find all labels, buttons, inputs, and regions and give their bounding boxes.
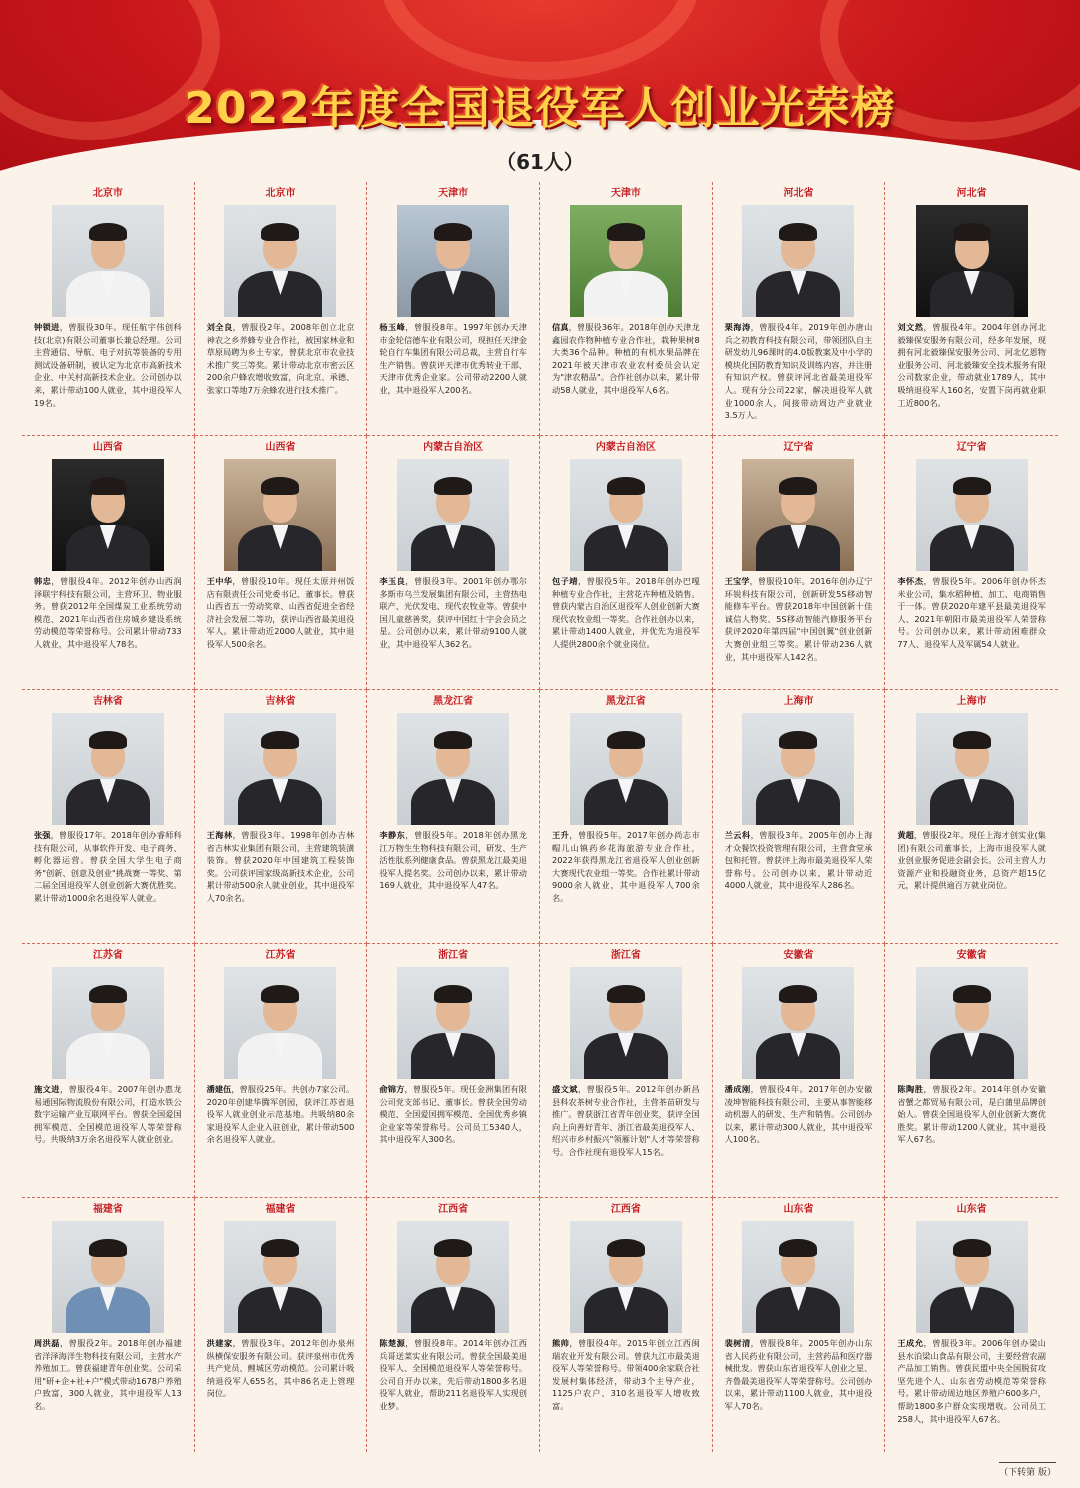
region-label: 安徽省 — [956, 950, 987, 961]
region-label: 吉林省 — [92, 696, 123, 707]
portrait-photo — [52, 967, 164, 1079]
portrait-photo — [52, 713, 164, 825]
honoree-bio: ，曾服役5年。2018年创办黑龙江万物生生物科技有限公司，研发、生产活性肽系列健康食品。曾获黑龙江最美退役军人提名奖。公司创办以来，累计带动169人就业，其中退役军人47名。 — [379, 830, 527, 891]
honoree-description — [725, 321, 873, 422]
honoree-name: 刘文然 — [897, 322, 924, 332]
portrait-photo — [397, 713, 509, 825]
honoree-card — [22, 1198, 195, 1452]
region-label: 上海市 — [783, 696, 814, 707]
honoree-name: 信真 — [552, 322, 569, 332]
portrait-photo — [916, 205, 1028, 317]
region-label: 江西省 — [610, 1204, 641, 1215]
honoree-name: 洪建家 — [206, 1338, 233, 1348]
honoree-bio: ，曾服役25年。共创办7家公司。2020年创建华腾军创园，获评江苏省退役军人就业创业示范基地。共吸纳80余家退役军人企业入驻创业，累计带动500余名退役军人就业。 — [206, 1084, 355, 1145]
honoree-card — [885, 182, 1058, 436]
honoree-count: （61人） — [496, 150, 584, 174]
honoree-name: 栗海涛 — [724, 322, 751, 332]
honoree-card — [367, 944, 540, 1198]
honoree-description — [207, 575, 355, 651]
honoree-bio: ，曾服役30年。现任航宇伟创科技(北京)有限公司董事长兼总经理。公司主营通信、导航、电子对抗等装备的专用测试设备研制，被认定为北京市高新技术企业、中关村高新技术企业。公司创办以来，累计带动100人就业，其中退役军人19名。 — [34, 322, 182, 408]
honoree-description — [897, 1337, 1046, 1425]
portrait-photo — [742, 967, 854, 1079]
honoree-description — [379, 1083, 527, 1146]
region-label: 上海市 — [956, 696, 987, 707]
portrait-photo — [397, 205, 509, 317]
honoree-bio: ，曾服役8年。2014年创办江西兵哥送菜实业有限公司。曾获全国最美退役军人、全国模范退役军人等荣誉称号。公司自开办以来，先后带动1800多名退役军人就业，帮助211名退役军人实现创业梦。 — [379, 1338, 527, 1411]
honoree-card — [367, 436, 540, 690]
honoree-description — [725, 829, 873, 892]
honoree-card — [22, 690, 195, 944]
honoree-name: 包子靖 — [552, 576, 578, 586]
portrait-photo — [397, 967, 509, 1079]
honoree-bio: ，曾服役10年。现任太原并州饭店有限责任公司党委书记、董事长。曾获山西省五一劳动奖章、山西省促进全省经济社会发展二等功，获评山西省最美退役军人。累计带动近2000人就业，其中退役军人500余名。 — [206, 576, 355, 649]
honoree-name: 王海林 — [206, 830, 233, 840]
region-label: 黑龙江省 — [433, 696, 474, 707]
region-label: 山东省 — [956, 1204, 987, 1215]
honoree-card — [367, 1198, 540, 1452]
honoree-bio: ，曾服役5年。2017年创办尚志市帽儿山镇药乡花海旅游专业合作社，2022年获得黑龙江省退役军人创业创新大赛现代农业组一等奖。合作社累计带动9000余人就业，其中退役军人700余名。 — [552, 830, 700, 903]
honoree-bio: ，曾服役2年。2008年创立北京神农之乡养蜂专业合作社，被国家林业和草原局聘为乡土专家，曾获北京市农业技术推广奖三等奖。累计带动北京市密云区200余户蜂农增收致富，向北京、承德、张家口等地7万余蜂农进行技术推广。 — [206, 322, 355, 395]
honoree-bio: ，曾服役4年。2004年创办河北毅臻保安服务有限公司，经多年发展，现拥有河北毅臻保安服务公司、河北亿恩物业服务公司、河北毅臻安全技术服务有限公司数家企业，带动就业1789人，其中吸纳退役军人160名，安置下岗再就业职工近800名。 — [897, 322, 1046, 408]
honoree-bio: ，曾服役8年。1997年创办天津市金轮信德车业有限公司，现担任天津金轮自行车集团有限公司总裁，主营自行车生产销售。曾获评天津市优秀转业干部、天津市优秀企业家。公司带动2200人就业，其中退役军人200名。 — [379, 322, 527, 395]
honoree-card — [195, 690, 368, 944]
honoree-card — [713, 690, 886, 944]
honoree-description — [207, 321, 355, 397]
honoree-name: 陈陶胜 — [897, 1084, 924, 1094]
region-label: 河北省 — [956, 188, 987, 199]
honoree-card — [713, 944, 886, 1198]
honoree-description — [34, 829, 182, 905]
region-label: 山东省 — [783, 1204, 814, 1215]
portrait-photo — [570, 205, 682, 317]
honoree-bio: ，曾服役5年。2018年创办巴嘎种植专业合作社，主营花卉种植及销售。曾获内蒙古自治区退役军人创业创新大赛现代农牧业组一等奖。合作社创办以来，累计带动1400人就业，并优先为退役军人提供2800余个就业岗位。 — [552, 576, 700, 649]
portrait-photo — [570, 459, 682, 571]
honoree-name: 张强 — [34, 830, 51, 840]
honoree-name: 潘建伍 — [206, 1084, 232, 1094]
honoree-name: 施文进 — [34, 1084, 60, 1094]
region-label: 天津市 — [438, 188, 469, 199]
honoree-card — [367, 690, 540, 944]
portrait-photo — [916, 713, 1028, 825]
honoree-bio: ，曾服役5年。2012年创办新昌县科农茶树专业合作社，主营茶苗研发与推广。曾获浙江省青年创业奖，获评全国向上向善好青年、浙江省最美退役军人、绍兴市乡村振兴"领雁计划"人才等荣誉称号。合作社现有退役军人15名。 — [552, 1084, 700, 1157]
honoree-name: 陈楚源 — [379, 1338, 406, 1348]
honoree-name: 周洪磊 — [34, 1338, 60, 1348]
portrait-photo — [224, 1221, 336, 1333]
honoree-description — [207, 1337, 355, 1400]
honoree-bio: ，曾服役3年。2001年创办鄂尔多斯市乌兰发展集团有限公司，主营热电联产、光伏发电、现代农牧业等。曾获中国儿童慈善奖，获评中国红十字会会员之星。公司创办以来，累计带动9100人就业，其中退役军人362名。 — [379, 576, 527, 649]
region-label: 天津市 — [610, 188, 641, 199]
honoree-description — [34, 321, 182, 409]
portrait-photo — [224, 967, 336, 1079]
honoree-bio: ，曾服役4年。2017年创办安徽凌坤智能科技有限公司，主要从事智能移动机器人的研发、生产和销售。公司创办以来，累计带动300人就业，其中退役军人100名。 — [724, 1084, 873, 1145]
honoree-description — [379, 575, 527, 651]
portrait-photo — [224, 713, 336, 825]
honoree-name: 熊帅 — [552, 1338, 570, 1348]
honoree-card — [885, 436, 1058, 690]
region-label: 河北省 — [783, 188, 814, 199]
honoree-card — [22, 182, 195, 436]
honoree-description — [552, 321, 700, 397]
region-label: 江西省 — [438, 1204, 469, 1215]
portrait-photo — [742, 1221, 854, 1333]
region-label: 福建省 — [92, 1204, 123, 1215]
region-label: 辽宁省 — [783, 442, 814, 453]
region-label: 福建省 — [265, 1204, 296, 1215]
portrait-photo — [742, 713, 854, 825]
honoree-description — [552, 829, 700, 905]
portrait-photo — [52, 1221, 164, 1333]
honoree-description — [379, 321, 527, 397]
portrait-photo — [52, 459, 164, 571]
honoree-name: 盛文斌 — [552, 1084, 578, 1094]
honoree-name: 王中华 — [206, 576, 233, 586]
region-label: 江苏省 — [92, 950, 123, 961]
honoree-name: 王成允 — [897, 1338, 924, 1348]
honoree-name: 黄超 — [897, 830, 914, 840]
region-label: 浙江省 — [438, 950, 469, 961]
portrait-photo — [570, 713, 682, 825]
honoree-bio: ，曾服役8年。2005年创办山东省人民药业有限公司，主营药品和医疗器械批发。曾获山东省退役军人创业之星、齐鲁最美退役军人等荣誉称号。公司创办以来，累计带动1100人就业，其中退役军人70名。 — [724, 1338, 873, 1411]
region-label: 吉林省 — [265, 696, 296, 707]
honoree-description — [725, 1083, 873, 1146]
honoree-name: 刘全良 — [206, 322, 233, 332]
honoree-name: 杨玉峰 — [379, 322, 406, 332]
portrait-photo — [742, 205, 854, 317]
honoree-bio: ，曾服役4年。2015年创立江西闽瑞农业开发有限公司。曾获九江市最美退役军人等荣誉称号。带领400余家联合社发展村集体经济，带动3个主导产业，1125户农户、310名退役军人增收致富。 — [552, 1338, 700, 1411]
honoree-name: 兰云科 — [724, 830, 751, 840]
honoree-card — [713, 182, 886, 436]
page-title: 2022年度全国退役军人创业光荣榜 — [184, 83, 896, 134]
honoree-name: 潘成刚 — [724, 1084, 751, 1094]
honoree-bio: ，曾服役2年。2018年创办福建省洋泽海洋生物科技有限公司，主营水产养殖加工。曾获福建青年创业奖。公司采用"研+企+社+户"模式带动1678户养殖户致富，300人就业，其中退役军人13名。 — [34, 1338, 182, 1411]
honoree-bio: ，曾服役3年。2012年创办泉州纵横保安服务有限公司。获评泉州市优秀共产党员、鲤城区劳动模范。公司累计吸纳退役军人655名，其中86名走上管理岗位。 — [206, 1338, 355, 1399]
honoree-description — [552, 1083, 700, 1159]
region-label: 内蒙古自治区 — [423, 442, 484, 453]
honoree-bio: ，曾服役5年。现任金洲集团有限公司党支部书记、董事长。曾获全国劳动模范、全国爱国拥军模范、全国优秀乡镇企业家等荣誉称号。公司员工5340人，其中退役军人300名。 — [379, 1084, 527, 1145]
honoree-card — [885, 1198, 1058, 1452]
honoree-bio: ，曾服役2年。现任上海才创实业(集团)有限公司董事长，上海市退役军人就业创业服务促进会副会长。公司主营人力资源产业和投融资业务，总资产超15亿元，累计提供逾百万就业岗位。 — [897, 830, 1046, 891]
honoree-card — [195, 944, 368, 1198]
portrait-photo — [916, 967, 1028, 1079]
honoree-bio: ，曾服役10年。2016年创办辽宁环锐科技有限公司，创新研发5S移动智能修车平台。曾获2018年中国创新十佳诚信人物奖、5S移动智能汽修服务平台获评2020年第四届"中国创翼"创业创新大赛创业组三等奖。累计带动236人就业，其中退役军人142名。 — [724, 576, 873, 662]
honoree-bio: ，曾服役36年。2018年创办天津龙鑫园农作物种植专业合作社，栽种果树8大类36个品种。种植的有机水果品牌在2021年被天津市农业农村委员会认定为"津农精品"。合作社创办以来，累计带动58人就业，其中退役军人6名。 — [552, 322, 700, 395]
portrait-photo — [224, 205, 336, 317]
honoree-description — [379, 1337, 527, 1413]
honoree-card — [540, 182, 713, 436]
honoree-name: 裴树清 — [724, 1338, 751, 1348]
honoree-bio: ，曾服役4年。2019年创办唐山兵之初教育科技有限公司，带领团队自主研发幼儿96课时的4.0版教案及中小学的模块化国防教育知识及训练内容，并注册有知识产权。曾获评河北省最美退役军人。现有分公司22家，解决退役军人就业1000余人，间接带动周边产业就业3.5万人。 — [724, 322, 873, 421]
honoree-card — [367, 182, 540, 436]
region-label: 内蒙古自治区 — [595, 442, 656, 453]
honoree-description — [552, 1337, 700, 1413]
honoree-description — [725, 575, 873, 663]
portrait-photo — [570, 967, 682, 1079]
honoree-bio: ，曾服役4年。2012年创办山西润泽联宇科技有限公司，主营环卫、物业服务。曾获2012年全国煤炭工业系统劳动模范、2021年山西省住房城乡建设系统劳动模范等荣誉称号。公司累计带动733人就业，其中退役军人78名。 — [34, 576, 182, 649]
honoree-bio: ，曾服役4年。2007年创办惠龙易通国际物流股份有限公司，打造水铁公数字运输产业互联网平台。曾获全国爱国拥军模范、全国模范退役军人等荣誉称号。共吸纳3万余名退役军人就业创业。 — [34, 1084, 182, 1145]
honoree-description — [207, 1083, 355, 1146]
honoree-bio: ，曾服役3年。2005年创办上海才众餐饮投资管理有限公司，主营食堂承包和托管。曾获评上海市最美退役军人荣誉称号。公司创办以来，累计带动近4000人就业，其中退役军人286名。 — [724, 830, 873, 891]
honoree-name: 钟锁进 — [34, 322, 60, 332]
portrait-photo — [916, 1221, 1028, 1333]
honoree-description — [34, 1083, 182, 1146]
honoree-description — [897, 829, 1046, 892]
region-label: 安徽省 — [783, 950, 814, 961]
honoree-name: 李怀杰 — [897, 576, 924, 586]
honoree-name: 俞锦方 — [379, 1084, 405, 1094]
honoree-description — [34, 1337, 182, 1413]
honoree-name: 李玉良 — [379, 576, 406, 586]
honoree-bio: ，曾服役17年。2018年创办睿师科技有限公司，从事软件开发、电子商务、孵化器运营。曾获全国大学生电子商务"创新、创意及创业"挑战赛一等奖、第二届全国退役军人创业创新大赛优胜奖。累计带动1000余名退役军人就业。 — [34, 830, 182, 903]
honoree-name: 王宝学 — [724, 576, 750, 586]
portrait-photo — [52, 205, 164, 317]
honoree-card — [540, 436, 713, 690]
region-label: 北京市 — [265, 188, 296, 199]
honoree-description — [725, 1337, 873, 1413]
honoree-grid — [22, 182, 1058, 1452]
portrait-photo — [397, 459, 509, 571]
honoree-card — [195, 1198, 368, 1452]
honoree-description — [34, 575, 182, 651]
honoree-bio: ，曾服役2年。2014年创办安徽省蟹之都贸易有限公司，是白蒲里品牌创始人。曾获全国退役军人创业创新大赛优胜奖。累计带动1200人就业，其中退役军人67名。 — [897, 1084, 1046, 1145]
honoree-card — [713, 1198, 886, 1452]
portrait-photo — [397, 1221, 509, 1333]
honoree-card — [540, 690, 713, 944]
decorative-swirl — [380, 0, 700, 80]
honoree-description — [897, 575, 1046, 651]
honoree-bio: ，曾服役3年。2006年创办梁山县水泊梁山食品有限公司，主要经营农副产品加工销售。曾获民盟中央全国脱贫攻坚先进个人、山东省劳动模范等荣誉称号。累计带动周边地区养殖户600多户，帮助1800多户群众实现增收。公司员工258人，其中退役军人67名。 — [897, 1338, 1046, 1424]
honoree-card — [713, 436, 886, 690]
honoree-card — [885, 944, 1058, 1198]
region-label: 山西省 — [92, 442, 123, 453]
portrait-photo — [916, 459, 1028, 571]
honoree-card — [885, 690, 1058, 944]
honoree-bio: ，曾服役3年。1998年创办吉林省吉林实业集团有限公司，主营建筑装潢装饰。曾获2020年中国建筑工程装饰奖。公司获评国家级高新技术企业，公司累计带动500余人就业创业，其中退役军人70余名。 — [206, 830, 355, 903]
portrait-photo — [570, 1221, 682, 1333]
honoree-bio: ，曾服役5年。2006年创办怀杰米业公司，集水稻种植、加工、电商销售于一体。曾获2020年建平县最美退役军人、2021年朝阳市最美退役军人荣誉称号。公司创办以来，累计带动困难群众77人、退役军人及军属54人就业。 — [897, 576, 1046, 649]
honoree-description — [552, 575, 700, 651]
honoree-card — [195, 436, 368, 690]
honoree-card — [195, 182, 368, 436]
honoree-description — [897, 321, 1046, 409]
honoree-name: 李静东 — [379, 830, 406, 840]
honoree-card — [540, 944, 713, 1198]
continuation-note: （下转第 版） — [999, 1462, 1056, 1478]
honoree-description — [379, 829, 527, 892]
honoree-description — [207, 829, 355, 905]
region-label: 山西省 — [265, 442, 296, 453]
honoree-name: 韩忠 — [34, 576, 52, 586]
region-label: 辽宁省 — [956, 442, 987, 453]
region-label: 黑龙江省 — [605, 696, 646, 707]
portrait-photo — [742, 459, 854, 571]
region-label: 江苏省 — [265, 950, 296, 961]
honoree-card — [22, 944, 195, 1198]
honoree-description — [897, 1083, 1046, 1146]
honoree-name: 王升 — [552, 830, 570, 840]
honoree-card — [22, 436, 195, 690]
region-label: 北京市 — [92, 188, 123, 199]
honoree-card — [540, 1198, 713, 1452]
portrait-photo — [224, 459, 336, 571]
region-label: 浙江省 — [610, 950, 641, 961]
